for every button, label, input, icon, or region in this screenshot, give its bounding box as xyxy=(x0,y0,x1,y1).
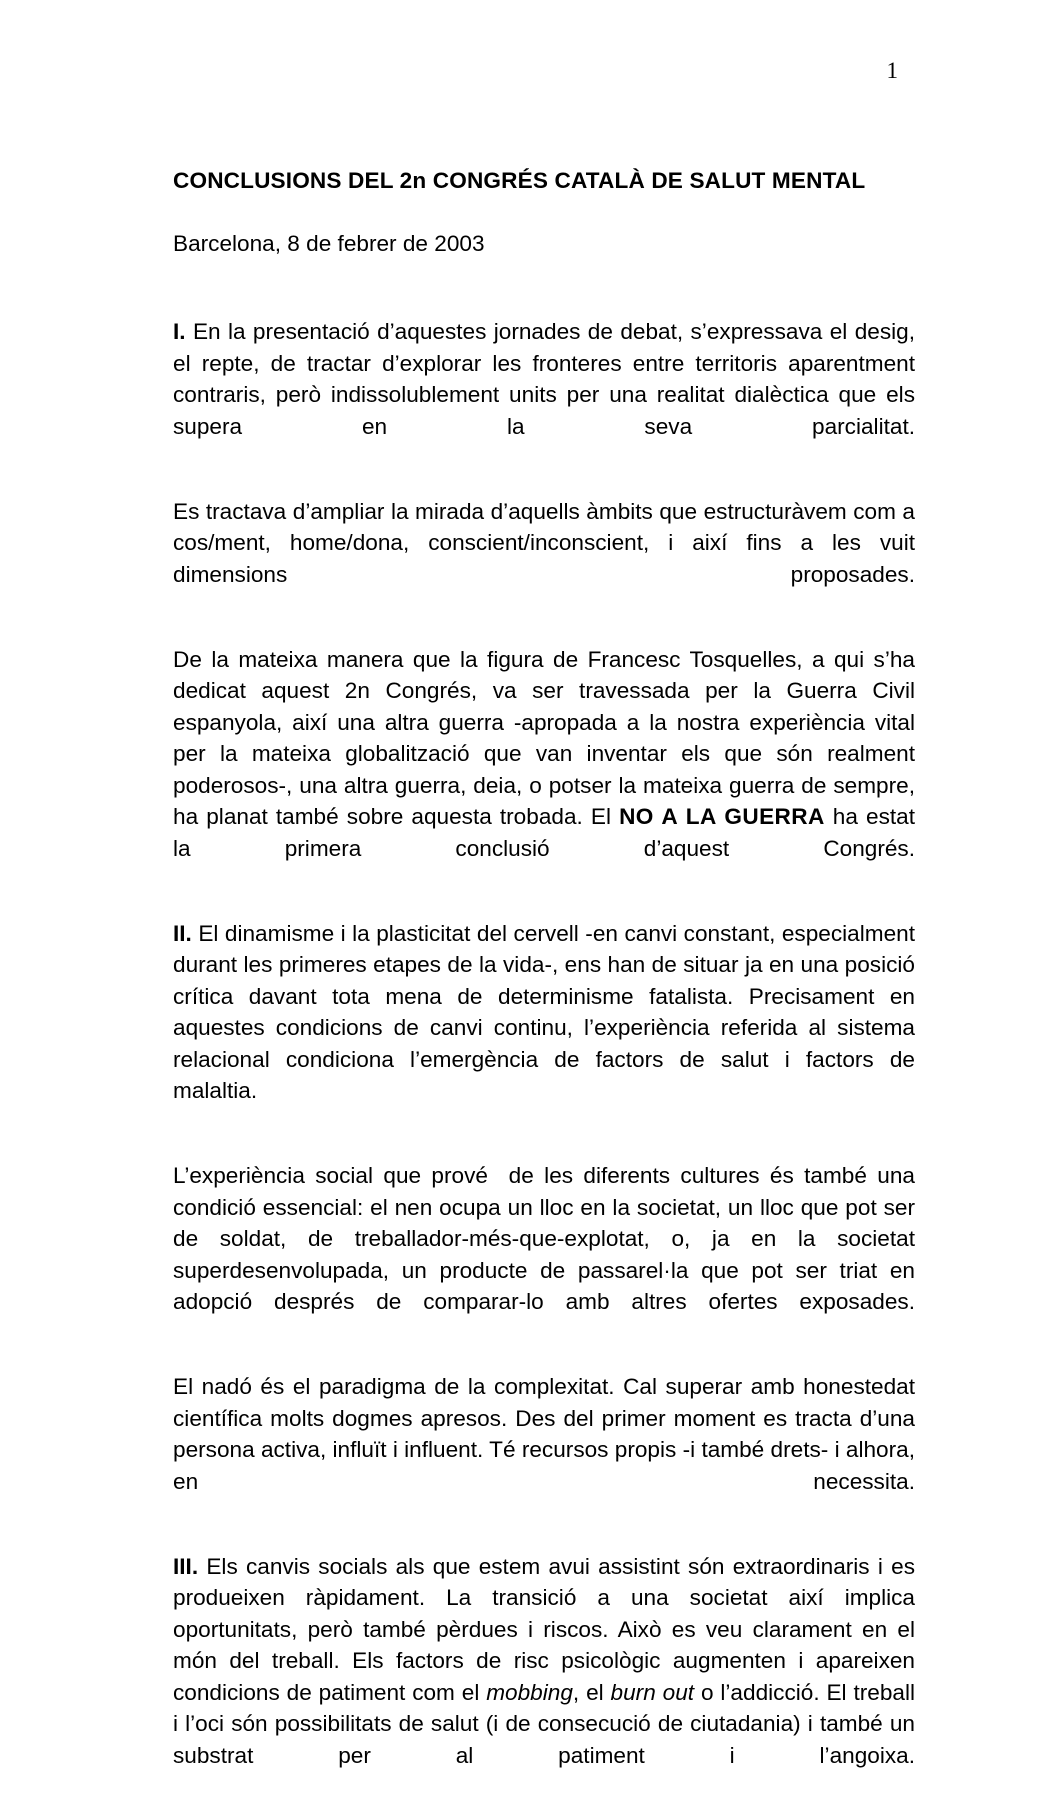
paragraph-4 xyxy=(173,918,922,1139)
paragraph-7-lead: Els canvis socials als que estem avui assistint són extraordinaris i es produeixen ràpidament. La transició a una societat així implica oportunitats, però també pèrdues i riscos. Això es veu clarament en el món del treball. Els factors de risc psicològic augmenten i apareixen condicions de patiment com el xyxy=(173,1553,922,1705)
paragraph-7-tail: o l’addicció. El treball i l’oci són possibilitats de salut (i de consecució de ciutadania) i també un substrat per al patiment i l’angoixa. xyxy=(173,1679,922,1768)
italic-burn-out: burn out xyxy=(610,1679,695,1705)
document-subtitle: Barcelona, 8 de febrer de 2003 xyxy=(173,231,485,256)
paragraph-4-text: El dinamisme i la plasticitat del cervell -en canvi constant, especialment durant les primeres etapes de la vida-, ens han de situar ja en una posició crítica davant tota mena de determinisme fatalista. Precisament en aquestes condicions de canvi continu, l’experiència referida al sistema relacional condiciona l’emergència de factors de salut i factors de malaltia. xyxy=(173,920,922,1103)
section-marker-iii: III. xyxy=(173,1553,199,1579)
paragraph-1-text: En la presentació d’aquestes jornades de debat, s’expressava el desig, el repte, de tractar d’explorar les fronteres entre territoris aparentment contraris, però indissolublement units per una realitat dialèctica que els supera en la seva parcialitat. xyxy=(173,319,922,439)
section-marker-ii: II. xyxy=(173,920,192,946)
paragraph-7 xyxy=(173,1551,922,1803)
paragraph-6 xyxy=(173,1371,922,1529)
paragraph-2 xyxy=(173,496,922,622)
paragraph-5-text: L’experiència social que prové de les diferents cultures és també una condició essencial: el nen ocupa un lloc en la societat, un lloc que pot ser de soldat, de treballador-més-que-explotat, o, ja en la societat superdesenvolupada, un producte de passarel·la que pot ser triat en adopció després de comparar-lo amb altres ofertes exposades. xyxy=(173,1163,922,1314)
paragraph-3-lead: De la mateixa manera que la figura de Francesc Tosquelles, a qui s’ha dedicat aquest 2n Congrés, va ser travessada per la Guerra Civil espanyola, així una altra guerra -apropada a la nostra experiència vital per la mateixa globalització que van inventar els que són realment poderosos-, una altra guerra, deia, o potser la mateixa guerra de sempre, ha planat també sobre aquesta trobada. El xyxy=(173,646,922,829)
section-marker-i: I. xyxy=(173,319,186,344)
paragraph-3 xyxy=(173,644,922,896)
paragraph-7-mid: , el xyxy=(572,1679,611,1705)
body-paragraphs xyxy=(173,316,922,1803)
document-title: CONCLUSIONS DEL 2n CONGRÉS CATALÀ DE SALUT MENTAL xyxy=(173,168,866,193)
paragraph-6-text: El nadó és el paradigma de la complexitat. Cal superar amb honestedat científica molts dogmes apresos. Des del primer moment es tracta d’una persona activa, influït i influent. Té recursos propis -i també drets- i alhora, en necessita. xyxy=(173,1374,922,1494)
paragraph-1 xyxy=(173,316,922,474)
page-header xyxy=(0,57,1058,87)
paragraph-3-tail: ha estat la primera conclusió d’aquest Congrés. xyxy=(173,804,922,861)
document-body xyxy=(173,165,922,1803)
paragraph-5 xyxy=(173,1160,922,1349)
paragraph-2-text: Es tractava d’ampliar la mirada d’aquells àmbits que estructuràvem com a cos/ment, home/dona, conscient/inconscient, i així fins a les vuit dimensions proposades. xyxy=(173,498,922,587)
emphasis-no-a-la-guerra: NO A LA GUERRA xyxy=(619,804,825,829)
page-number: 1 xyxy=(886,58,898,83)
italic-mobbing: mobbing xyxy=(486,1679,573,1705)
